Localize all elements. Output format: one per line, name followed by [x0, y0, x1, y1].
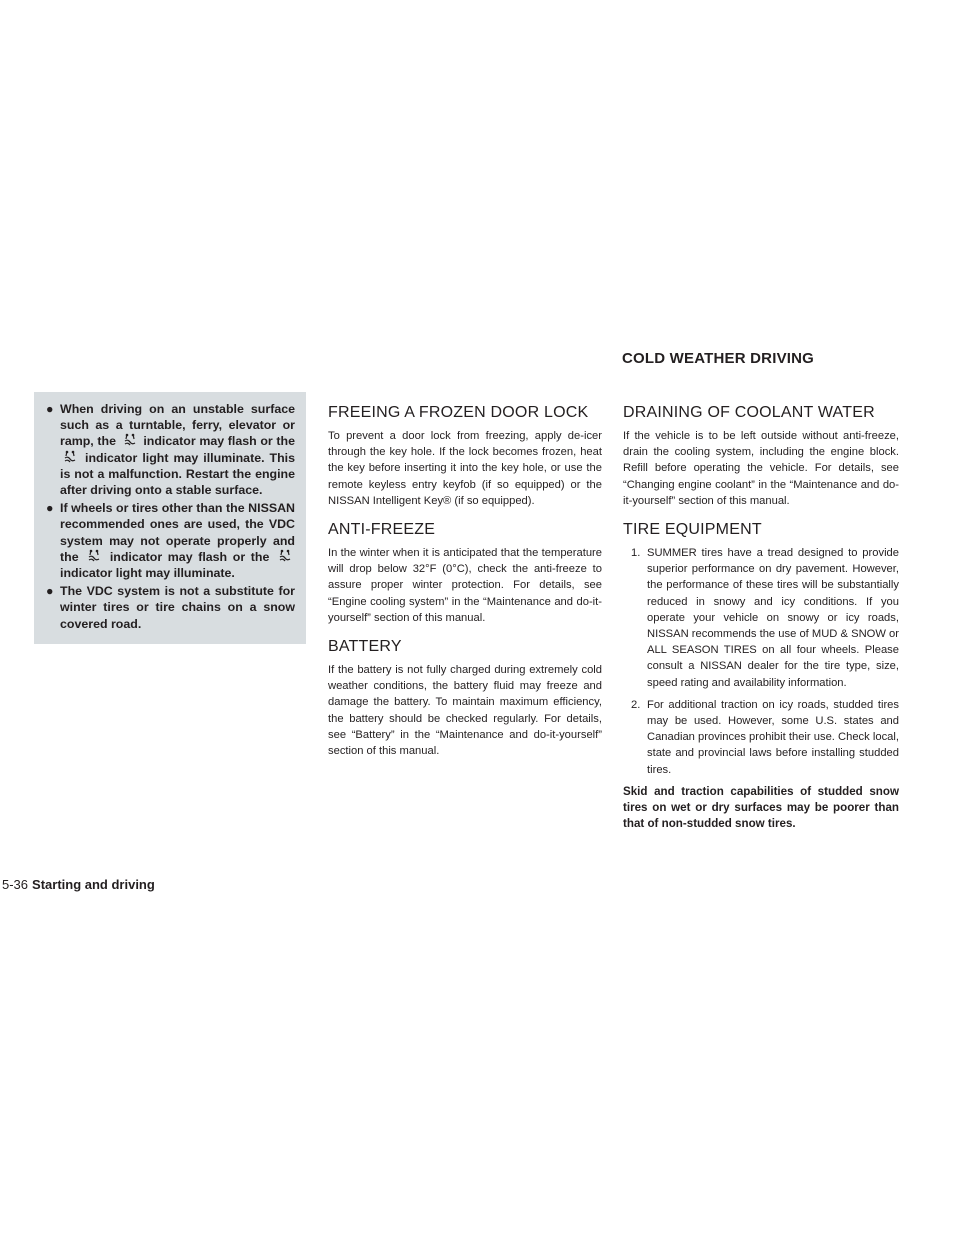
section-title: COLD WEATHER DRIVING	[622, 350, 815, 367]
warning-text: indicator light may illuminate.	[60, 566, 235, 581]
slip-indicator-icon	[277, 549, 293, 563]
warning-text: indicator may flash or the	[143, 434, 295, 449]
heading-tires: TIRE EQUIPMENT	[623, 521, 762, 539]
column-middle	[328, 392, 602, 765]
list-text: For additional traction on icy roads, studded tires may be used. However, some U.S. states and Canadian provinces prohibit their use. Check local, state and provincial laws before installing studded tires.	[647, 698, 899, 776]
warning-text: When driving on an unstable surface such as a turntable, ferry, elevator or ramp, the	[60, 402, 295, 449]
battery-text: If the battery is not fully charged during extremely cold weather conditions, the battery fluid may freeze and damage the battery. To maintain maximum efficiency, the battery should be checked regularly. For details, see “Battery” in the “Maintenance and do-it-yourself” section of this manual.	[328, 664, 602, 758]
studded-tire-note: Skid and traction capabilities of studded snow tires on wet or dry surfaces may be poorer than that of non-studded snow tires.	[623, 784, 899, 831]
vdc-off-indicator-icon	[86, 549, 102, 563]
warning-item-1	[46, 401, 295, 498]
column-right	[623, 392, 899, 832]
warning-box	[34, 392, 306, 644]
list-number: 2.	[631, 698, 641, 711]
slip-indicator-icon	[62, 450, 78, 464]
warning-text: The VDC system is not a substitute for winter tires or tire chains on a snow covered road.	[60, 584, 295, 631]
antifreeze-text: In the winter when it is anticipated that the temperature will drop below 32°F (0°C), check the anti-freeze to assure proper winter protection. For details, see “Engine cooling system” in the “Maintenance and do-it-yourself” section of this manual.	[328, 547, 602, 624]
warning-text: indicator may flash or the	[109, 549, 270, 564]
warning-item-2	[46, 500, 295, 581]
warning-text: indicator light may illuminate. This is not a malfunction. Restart the engine after driving onto a stable surface.	[60, 450, 295, 498]
footer-section: Starting and driving	[32, 877, 155, 892]
list-item	[623, 545, 899, 691]
heading-door-lock: FREEING A FROZEN DOOR LOCK	[328, 404, 589, 421]
warning-item-3	[46, 583, 295, 632]
coolant-text: If the vehicle is to be left outside without anti-freeze, drain the cooling system, including the engine block. Refill before operating the vehicle. For details, see “Changing engine coolant” in the “Maintenance and do-it-yourself” section of this manual.	[623, 430, 899, 507]
heading-battery: BATTERY	[328, 638, 402, 656]
door-lock-text: To prevent a door lock from freezing, apply de-icer through the key hole. If the lock becomes frozen, heat the key before inserting it into the key hole, or use the remote keyless entry keyfob (if so equipped) or the NISSAN Intelligent Key® (if so equipped).	[328, 430, 602, 507]
tire-list	[623, 545, 899, 778]
bullet: ●	[46, 402, 54, 416]
list-number: 1.	[631, 547, 641, 560]
heading-coolant: DRAINING OF COOLANT WATER	[623, 404, 875, 421]
bullet: ●	[46, 584, 54, 599]
column-left	[34, 392, 306, 644]
list-item	[623, 697, 899, 778]
heading-antifreeze: ANTI-FREEZE	[328, 521, 436, 539]
list-text: SUMMER tires have a tread designed to provide superior performance on dry pavement. However, the performance of these tires will be substantially reduced in snowy and icy conditions. If you operate your vehicle on snowy or icy roads, NISSAN recommends the use of MUD & SNOW or ALL SEASON TIRES on all four wheels. Please consult a NISSAN dealer for the tire type, size, speed rating and availability information.	[647, 547, 899, 689]
bullet: ●	[46, 501, 54, 516]
page-number: 5-36	[2, 877, 29, 892]
warning-text: If wheels or tires other than the NISSAN recommended ones are used, the VDC system may not operate properly and the	[60, 501, 295, 564]
page-footer	[2, 877, 155, 892]
vdc-off-indicator-icon	[122, 433, 138, 447]
